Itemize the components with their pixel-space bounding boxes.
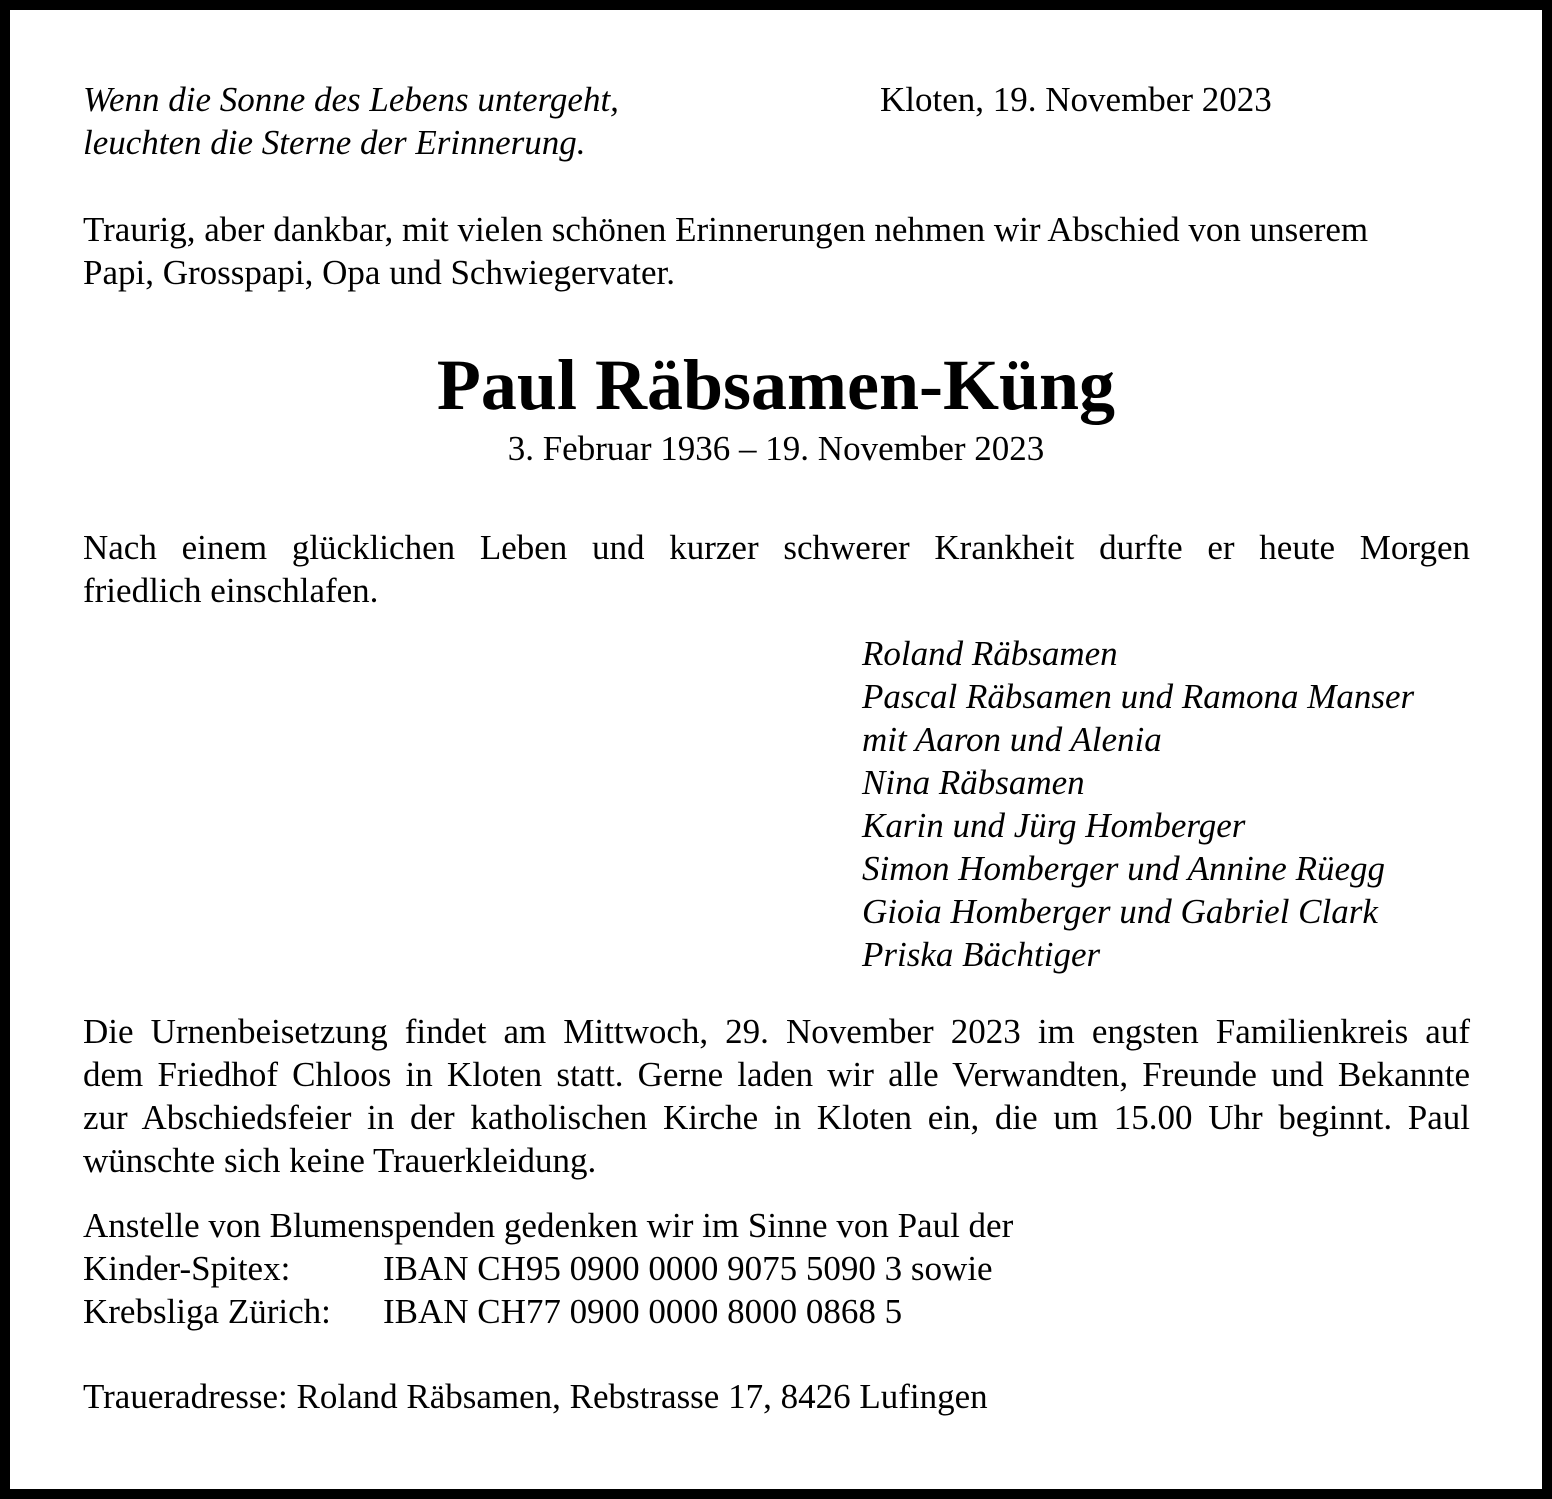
mourner-name: Priska Bächtiger [862,935,1101,974]
motto-quote [83,78,619,164]
donation-section [83,1204,1013,1333]
donation-intro: Anstelle von Blumenspenden gedenken wir im Sinne von Paul der [83,1206,1014,1245]
death-notice [83,526,1470,612]
intro-line: Papi, Grosspapi, Opa und Schwiegervater. [83,253,675,292]
donation-account-iban: IBAN CH77 0900 0000 8000 0868 5 [383,1292,903,1331]
motto-line: leuchten die Sterne der Erinnerung. [83,123,586,162]
mourning-address: Traueradresse: Roland Räbsamen, Rebstrasse 17, 8426 Lufingen [83,1377,988,1416]
intro-line: Traurig, aber dankbar, mit vielen schönen Erinnerungen nehmen wir Abschied von unserem [83,210,1369,249]
mourner-name: Simon Homberger und Annine Rüegg [862,849,1385,888]
donation-account [83,1290,1013,1333]
donation-account [83,1247,1013,1290]
donation-account-iban: IBAN CH95 0900 0000 9075 5090 3 sowie [383,1249,993,1288]
ceremony-line: dem Friedhof Chloos in Kloten statt. Gerne laden wir alle Verwandten, Freunde und Bekannte [83,1055,1470,1094]
ceremony-line: wünschte sich keine Trauerkleidung. [83,1141,597,1180]
mourner-name: Gioia Homberger und Gabriel Clark [862,892,1378,931]
place-date: Kloten, 19. November 2023 [880,80,1272,119]
intro-paragraph [83,208,1368,294]
mourner-name: mit Aaron und Alenia [862,720,1162,759]
mourner-name: Roland Räbsamen [862,634,1118,673]
ceremony-paragraph [83,1010,1470,1182]
ceremony-line: Die Urnenbeisetzung findet am Mittwoch, 29. November 2023 im engsten Familienkreis auf [83,1012,1470,1051]
mourner-name: Nina Räbsamen [862,763,1085,802]
mourner-name: Pascal Räbsamen und Ramona Manser [862,677,1415,716]
ceremony-line: zur Abschiedsfeier in der katholischen Kirche in Kloten ein, die um 15.00 Uhr beginnt. Paul [83,1098,1470,1137]
deceased-name: Paul Räbsamen-Küng [436,345,1116,425]
life-dates: 3. Februar 1936 – 19. November 2023 [507,429,1045,468]
motto-line: Wenn die Sonne des Lebens untergeht, [83,80,619,119]
mourner-name: Karin und Jürg Homberger [862,806,1246,845]
donation-account-label: Kinder-Spitex: [83,1249,291,1288]
death-notice-line: friedlich einschlafen. [83,571,379,610]
donation-account-label: Krebsliga Zürich: [83,1292,331,1331]
death-notice-line: Nach einem glücklichen Leben und kurzer schwerer Krankheit durfte er heute Morgen [83,528,1470,567]
mourners-list [862,632,1414,976]
